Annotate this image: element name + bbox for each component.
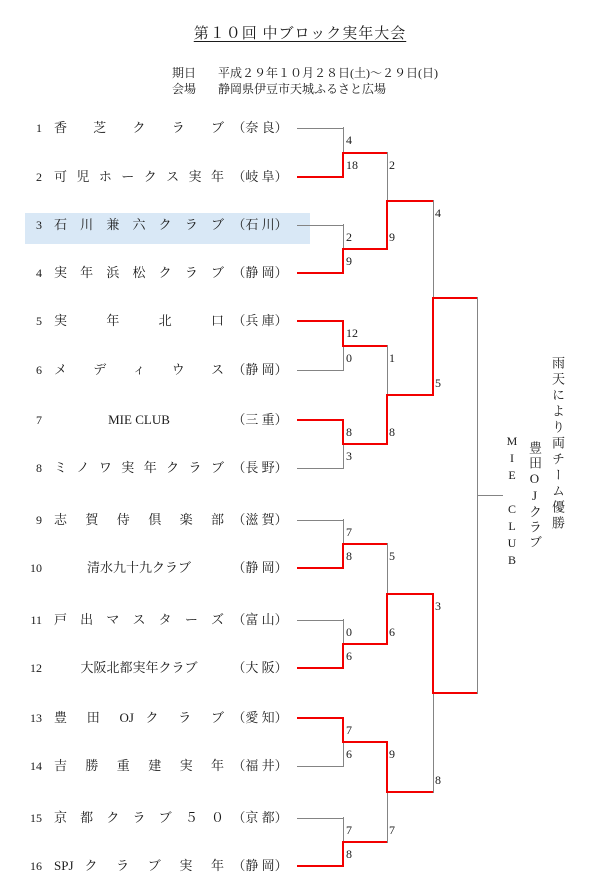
team-prefecture: （富 山） (232, 612, 288, 627)
bracket-winner-line (342, 248, 344, 274)
bracket-winner-line (343, 248, 387, 250)
bracket-line (297, 468, 343, 469)
bracket-winner-line (432, 593, 434, 694)
bracket-line (387, 543, 388, 595)
team-name: 可 児 ホ ー ク ス 実 年 (54, 169, 224, 184)
score-label: 7 (346, 525, 352, 539)
bracket-winner-line (342, 841, 344, 867)
score-label: 0 (346, 351, 352, 365)
bracket-winner-line (433, 692, 477, 694)
team-name: 実 年 北 口 (54, 313, 224, 328)
bracket-winner-line (432, 297, 434, 396)
team-number: 9 (36, 513, 42, 527)
score-label: 9 (389, 747, 395, 761)
score-label: 6 (389, 625, 395, 639)
score-label: 5 (435, 375, 441, 390)
bracket-line (297, 370, 343, 371)
bracket-line (343, 619, 344, 645)
score-label: 5 (389, 549, 395, 563)
team-number: 5 (36, 314, 42, 328)
bracket-winner-line (297, 667, 343, 669)
team-number: 13 (30, 711, 42, 725)
bracket-line (297, 520, 343, 521)
team-prefecture: （静 岡） (232, 560, 288, 575)
score-label: 9 (389, 230, 395, 244)
score-label: 8 (435, 773, 441, 787)
team-prefecture: （京 都） (232, 810, 288, 825)
team-name: 志 賀 侍 倶 楽 部 (54, 512, 224, 527)
date-label: 期日 (172, 66, 197, 80)
team-prefecture: （大 阪） (232, 660, 288, 675)
team-name: 吉 勝 重 建 実 年 (54, 758, 224, 773)
bracket-winner-line (343, 152, 387, 154)
team-prefecture: （静 岡） (232, 265, 288, 280)
bracket-winner-line (342, 152, 344, 179)
score-label: 7 (346, 723, 352, 737)
team-number: 1 (36, 121, 42, 135)
bracket-line (433, 200, 434, 299)
team-prefecture: （滋 賀） (232, 512, 288, 527)
bracket-winner-line (386, 741, 388, 793)
team-name: 大阪北都実年クラブ (80, 660, 198, 675)
team-prefecture: （静 岡） (232, 362, 288, 377)
team-name: 実 年 浜 松 ク ラ ブ (54, 265, 224, 280)
team-number: 11 (30, 613, 42, 627)
team-number: 8 (36, 461, 42, 475)
bracket-line (387, 345, 388, 396)
bracket-line (297, 766, 343, 767)
date-row (172, 65, 438, 81)
team-prefecture: （石 川） (232, 217, 288, 232)
bracket-winner-line (297, 176, 343, 178)
team-name: ミ ノ ワ 実 年 ク ラ ブ (54, 460, 224, 475)
bracket-line (433, 692, 434, 793)
score-label: 7 (346, 823, 352, 837)
bracket-winner-line (342, 717, 344, 743)
bracket-line (297, 818, 343, 819)
bracket-winner-line (386, 200, 388, 250)
team-number: 2 (36, 170, 42, 184)
team-prefecture: （静 岡） (232, 858, 288, 873)
bracket-winner-line (297, 567, 343, 569)
date-value: 平成２９年１０月２８日(土)～２９日(日) (218, 66, 438, 80)
score-label: 18 (346, 158, 358, 172)
bracket-line (343, 345, 344, 372)
score-label: 2 (389, 157, 395, 172)
bracket-line (297, 128, 343, 129)
team-number: 12 (30, 661, 42, 675)
score-label: 12 (346, 326, 358, 340)
bracket-winner-line (297, 865, 343, 867)
bracket-line (343, 519, 344, 545)
bracket-line (477, 495, 503, 496)
bracket-winner-line (297, 419, 343, 421)
bracket-winner-line (433, 297, 477, 299)
champion-name-toyota-oj: 豊田OJクラブ (527, 441, 542, 550)
bracket-line (343, 817, 344, 843)
bracket-winner-line (387, 593, 433, 595)
team-name: メ デ ィ ウ ス (54, 362, 224, 377)
score-label: 6 (346, 747, 352, 761)
bracket-winner-line (343, 841, 387, 843)
team-name: MIE CLUB (108, 412, 170, 427)
team-number: 6 (36, 363, 42, 377)
team-prefecture: （岐 阜） (232, 169, 288, 184)
bracket-line (343, 443, 344, 469)
team-number: 14 (30, 759, 42, 773)
score-label: 3 (346, 449, 352, 463)
team-prefecture: （兵 庫） (232, 313, 288, 328)
team-number: 7 (36, 413, 42, 427)
bracket-winner-line (387, 200, 433, 202)
bracket-winner-line (342, 419, 344, 445)
team-name: SPJ ク ラ ブ 実 年 (54, 858, 224, 873)
bracket-winner-line (386, 394, 388, 445)
score-label: 9 (346, 254, 352, 268)
bracket-winner-line (297, 320, 343, 322)
score-label: 8 (346, 425, 352, 439)
score-label: 4 (435, 205, 441, 220)
rain-note: 雨天により両チーム優勝 (550, 356, 565, 532)
bracket-winner-line (343, 345, 387, 347)
bracket-winner-line (297, 272, 343, 274)
bracket-winner-line (297, 717, 343, 719)
bracket-winner-line (342, 643, 344, 669)
score-label: 7 (389, 823, 395, 837)
bracket-line (343, 741, 344, 767)
team-name: 香 芝 ク ラ ブ (54, 120, 224, 135)
venue-label: 会場 (172, 82, 197, 96)
bracket-winner-line (342, 320, 344, 347)
score-label: 2 (346, 230, 352, 244)
bracket-line (343, 224, 344, 250)
champion-name-mie-club: MIE CLUB (505, 434, 519, 570)
bracket-winner-line (342, 543, 344, 569)
team-name: 石 川 兼 六 ク ラ ブ (54, 217, 224, 232)
team-number: 4 (36, 266, 42, 280)
page-title: 第１０回 中ブロック実年大会 (193, 26, 407, 42)
event-meta (172, 65, 438, 97)
team-prefecture: （福 井） (232, 758, 288, 773)
team-name: 京 都 ク ラ ブ ５ ０ (54, 810, 224, 825)
bracket-winner-line (343, 643, 387, 645)
bracket-winner-line (387, 791, 433, 793)
bracket-winner-line (343, 543, 387, 545)
bracket-line (297, 620, 343, 621)
team-number: 15 (30, 811, 42, 825)
bracket-winner-line (386, 593, 388, 645)
score-label: 0 (346, 625, 352, 639)
team-prefecture: （長 野） (232, 460, 288, 475)
score-label: 4 (346, 133, 352, 147)
score-label: 1 (389, 350, 395, 365)
team-number: 10 (30, 561, 42, 575)
bracket-winner-line (343, 741, 387, 743)
score-label: 8 (346, 549, 352, 563)
score-label: 3 (435, 599, 441, 613)
bracket-line (297, 225, 343, 226)
bracket-line (387, 152, 388, 202)
venue-value: 静岡県伊豆市天城ふるさと広場 (218, 82, 387, 96)
team-number: 3 (36, 218, 42, 232)
team-prefecture: （奈 良） (232, 120, 288, 135)
score-label: 8 (389, 425, 395, 439)
team-name: 戸 出 マ ス タ ー ズ (54, 612, 224, 627)
bracket-winner-line (343, 443, 387, 445)
score-label: 6 (346, 649, 352, 663)
team-prefecture: （愛 知） (232, 710, 288, 725)
bracket-line (343, 127, 344, 154)
bracket-winner-line (387, 394, 433, 396)
team-name: 豊 田 OJ ク ラ ブ (54, 710, 224, 725)
team-prefecture: （三 重） (232, 412, 288, 427)
team-number: 16 (30, 859, 42, 873)
score-label: 8 (346, 847, 352, 861)
team-name: 清水九十九クラブ (86, 560, 191, 575)
venue-row (172, 81, 438, 97)
bracket-line (387, 791, 388, 843)
